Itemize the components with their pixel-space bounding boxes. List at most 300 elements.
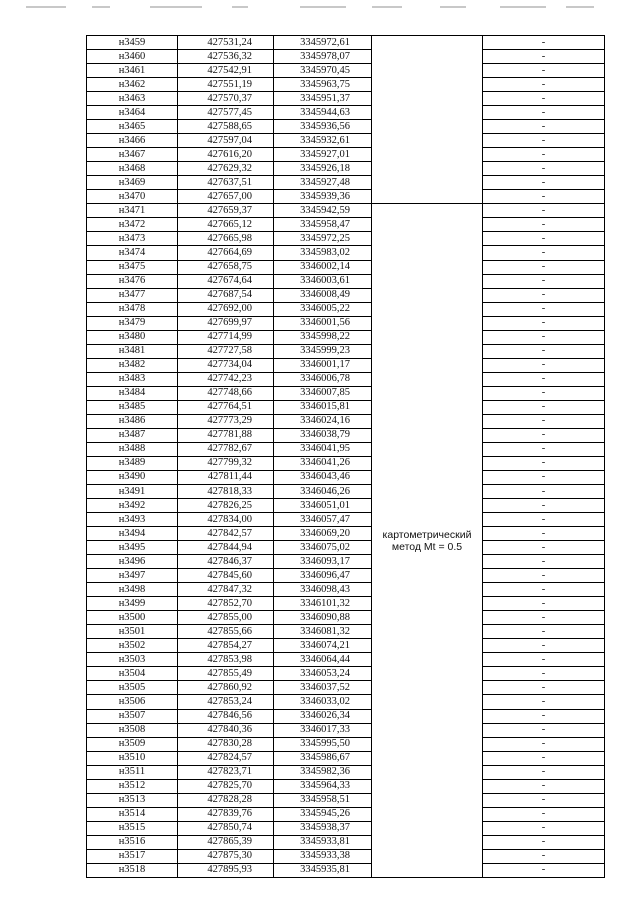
x-coordinate-cell: 427850,74 bbox=[178, 821, 274, 835]
point-number-cell: н3512 bbox=[87, 779, 178, 793]
accuracy-cell: - bbox=[483, 555, 605, 569]
point-number-cell: н3493 bbox=[87, 513, 178, 527]
point-number-cell: н3487 bbox=[87, 428, 178, 442]
method-cell bbox=[372, 204, 483, 878]
y-coordinate-cell: 3345972,61 bbox=[274, 36, 372, 50]
point-number-cell: н3471 bbox=[87, 204, 178, 218]
table-row bbox=[87, 695, 605, 709]
y-coordinate-cell: 3345978,07 bbox=[274, 50, 372, 64]
accuracy-cell: - bbox=[483, 330, 605, 344]
y-coordinate-cell: 3346007,85 bbox=[274, 386, 372, 400]
y-coordinate-cell: 3345995,50 bbox=[274, 737, 372, 751]
accuracy-cell: - bbox=[483, 148, 605, 162]
table-row bbox=[87, 36, 605, 50]
accuracy-cell: - bbox=[483, 260, 605, 274]
x-coordinate-cell: 427657,00 bbox=[178, 190, 274, 204]
accuracy-cell: - bbox=[483, 428, 605, 442]
y-coordinate-cell: 3345926,18 bbox=[274, 162, 372, 176]
accuracy-cell: - bbox=[483, 723, 605, 737]
table-row bbox=[87, 779, 605, 793]
scan-artifact-top-edge bbox=[0, 0, 640, 14]
accuracy-cell: - bbox=[483, 611, 605, 625]
y-coordinate-cell: 3345986,67 bbox=[274, 751, 372, 765]
table-row bbox=[87, 400, 605, 414]
table-row bbox=[87, 569, 605, 583]
table-row bbox=[87, 316, 605, 330]
x-coordinate-cell: 427734,04 bbox=[178, 358, 274, 372]
table-row bbox=[87, 302, 605, 316]
y-coordinate-cell: 3346033,02 bbox=[274, 695, 372, 709]
point-number-cell: н3490 bbox=[87, 470, 178, 484]
y-coordinate-cell: 3345939,36 bbox=[274, 190, 372, 204]
accuracy-cell: - bbox=[483, 400, 605, 414]
x-coordinate-cell: 427844,94 bbox=[178, 541, 274, 555]
table-row bbox=[87, 765, 605, 779]
table-row bbox=[87, 456, 605, 470]
x-coordinate-cell: 427846,56 bbox=[178, 709, 274, 723]
y-coordinate-cell: 3346074,21 bbox=[274, 639, 372, 653]
accuracy-cell: - bbox=[483, 470, 605, 484]
point-number-cell: н3473 bbox=[87, 232, 178, 246]
table-row bbox=[87, 681, 605, 695]
y-coordinate-cell: 3346024,16 bbox=[274, 414, 372, 428]
x-coordinate-cell: 427781,88 bbox=[178, 428, 274, 442]
accuracy-cell: - bbox=[483, 442, 605, 456]
accuracy-cell: - bbox=[483, 372, 605, 386]
point-number-cell: н3495 bbox=[87, 541, 178, 555]
x-coordinate-cell: 427674,64 bbox=[178, 274, 274, 288]
point-number-cell: н3467 bbox=[87, 148, 178, 162]
accuracy-cell: - bbox=[483, 316, 605, 330]
point-number-cell: н3488 bbox=[87, 442, 178, 456]
x-coordinate-cell: 427895,93 bbox=[178, 863, 274, 877]
y-coordinate-cell: 3346057,47 bbox=[274, 513, 372, 527]
accuracy-cell: - bbox=[483, 302, 605, 316]
table-row bbox=[87, 78, 605, 92]
accuracy-cell: - bbox=[483, 751, 605, 765]
table-row bbox=[87, 470, 605, 484]
y-coordinate-cell: 3346001,56 bbox=[274, 316, 372, 330]
x-coordinate-cell: 427830,28 bbox=[178, 737, 274, 751]
y-coordinate-cell: 3346064,44 bbox=[274, 653, 372, 667]
y-coordinate-cell: 3346053,24 bbox=[274, 667, 372, 681]
table-row bbox=[87, 428, 605, 442]
point-number-cell: н3509 bbox=[87, 737, 178, 751]
point-number-cell: н3504 bbox=[87, 667, 178, 681]
point-number-cell: н3513 bbox=[87, 793, 178, 807]
point-number-cell: н3508 bbox=[87, 723, 178, 737]
y-coordinate-cell: 3346008,49 bbox=[274, 288, 372, 302]
point-number-cell: н3491 bbox=[87, 485, 178, 499]
point-number-cell: н3469 bbox=[87, 176, 178, 190]
table-row bbox=[87, 667, 605, 681]
y-coordinate-cell: 3346003,61 bbox=[274, 274, 372, 288]
y-coordinate-cell: 3346038,79 bbox=[274, 428, 372, 442]
x-coordinate-cell: 427658,75 bbox=[178, 260, 274, 274]
accuracy-cell: - bbox=[483, 807, 605, 821]
x-coordinate-cell: 427855,49 bbox=[178, 667, 274, 681]
accuracy-cell: - bbox=[483, 204, 605, 218]
table-row bbox=[87, 330, 605, 344]
point-number-cell: н3480 bbox=[87, 330, 178, 344]
point-number-cell: н3503 bbox=[87, 653, 178, 667]
accuracy-cell: - bbox=[483, 863, 605, 877]
method-label-line2: метод Mt = 0.5 bbox=[391, 540, 463, 553]
point-number-cell: н3496 bbox=[87, 555, 178, 569]
x-coordinate-cell: 427588,65 bbox=[178, 120, 274, 134]
method-label-line1: картометрический bbox=[382, 528, 472, 541]
y-coordinate-cell: 3346001,17 bbox=[274, 358, 372, 372]
accuracy-cell: - bbox=[483, 456, 605, 470]
x-coordinate-cell: 427799,32 bbox=[178, 456, 274, 470]
point-number-cell: н3479 bbox=[87, 316, 178, 330]
accuracy-cell: - bbox=[483, 36, 605, 50]
point-number-cell: н3465 bbox=[87, 120, 178, 134]
x-coordinate-cell: 427855,00 bbox=[178, 611, 274, 625]
table-row bbox=[87, 64, 605, 78]
x-coordinate-cell: 427828,28 bbox=[178, 793, 274, 807]
coordinates-table bbox=[86, 35, 605, 878]
table-row bbox=[87, 807, 605, 821]
point-number-cell: н3478 bbox=[87, 302, 178, 316]
table-row bbox=[87, 120, 605, 134]
point-number-cell: н3462 bbox=[87, 78, 178, 92]
table-row bbox=[87, 288, 605, 302]
x-coordinate-cell: 427551,19 bbox=[178, 78, 274, 92]
accuracy-cell: - bbox=[483, 681, 605, 695]
y-coordinate-cell: 3345951,37 bbox=[274, 92, 372, 106]
point-number-cell: н3477 bbox=[87, 288, 178, 302]
table-row bbox=[87, 793, 605, 807]
x-coordinate-cell: 427845,60 bbox=[178, 569, 274, 583]
point-number-cell: н3510 bbox=[87, 751, 178, 765]
accuracy-cell: - bbox=[483, 597, 605, 611]
x-coordinate-cell: 427597,04 bbox=[178, 134, 274, 148]
accuracy-cell: - bbox=[483, 527, 605, 541]
x-coordinate-cell: 427764,51 bbox=[178, 400, 274, 414]
accuracy-cell: - bbox=[483, 583, 605, 597]
y-coordinate-cell: 3346081,32 bbox=[274, 625, 372, 639]
x-coordinate-cell: 427727,58 bbox=[178, 344, 274, 358]
y-coordinate-cell: 3345933,81 bbox=[274, 835, 372, 849]
y-coordinate-cell: 3346090,88 bbox=[274, 611, 372, 625]
accuracy-cell: - bbox=[483, 667, 605, 681]
accuracy-cell: - bbox=[483, 120, 605, 134]
table-row bbox=[87, 611, 605, 625]
table-row bbox=[87, 639, 605, 653]
point-number-cell: н3484 bbox=[87, 386, 178, 400]
point-number-cell: н3472 bbox=[87, 218, 178, 232]
table-row bbox=[87, 863, 605, 877]
table-row bbox=[87, 260, 605, 274]
x-coordinate-cell: 427637,51 bbox=[178, 176, 274, 190]
y-coordinate-cell: 3346098,43 bbox=[274, 583, 372, 597]
accuracy-cell: - bbox=[483, 653, 605, 667]
table-row bbox=[87, 218, 605, 232]
y-coordinate-cell: 3346051,01 bbox=[274, 499, 372, 513]
point-number-cell: н3507 bbox=[87, 709, 178, 723]
point-number-cell: н3470 bbox=[87, 190, 178, 204]
table-row bbox=[87, 190, 605, 204]
y-coordinate-cell: 3345999,23 bbox=[274, 344, 372, 358]
x-coordinate-cell: 427577,45 bbox=[178, 106, 274, 120]
accuracy-cell: - bbox=[483, 386, 605, 400]
point-number-cell: н3486 bbox=[87, 414, 178, 428]
point-number-cell: н3464 bbox=[87, 106, 178, 120]
y-coordinate-cell: 3345970,45 bbox=[274, 64, 372, 78]
table-row bbox=[87, 709, 605, 723]
table-row bbox=[87, 414, 605, 428]
accuracy-cell: - bbox=[483, 499, 605, 513]
y-coordinate-cell: 3345927,01 bbox=[274, 148, 372, 162]
accuracy-cell: - bbox=[483, 709, 605, 723]
table-row bbox=[87, 50, 605, 64]
point-number-cell: н3459 bbox=[87, 36, 178, 50]
point-number-cell: н3515 bbox=[87, 821, 178, 835]
y-coordinate-cell: 3345958,47 bbox=[274, 218, 372, 232]
table-row bbox=[87, 274, 605, 288]
x-coordinate-cell: 427742,23 bbox=[178, 372, 274, 386]
accuracy-cell: - bbox=[483, 92, 605, 106]
point-number-cell: н3500 bbox=[87, 611, 178, 625]
point-number-cell: н3476 bbox=[87, 274, 178, 288]
y-coordinate-cell: 3345958,51 bbox=[274, 793, 372, 807]
accuracy-cell: - bbox=[483, 485, 605, 499]
table-row bbox=[87, 442, 605, 456]
accuracy-cell: - bbox=[483, 344, 605, 358]
point-number-cell: н3497 bbox=[87, 569, 178, 583]
x-coordinate-cell: 427824,57 bbox=[178, 751, 274, 765]
x-coordinate-cell: 427854,27 bbox=[178, 639, 274, 653]
x-coordinate-cell: 427860,92 bbox=[178, 681, 274, 695]
x-coordinate-cell: 427847,32 bbox=[178, 583, 274, 597]
point-number-cell: н3482 bbox=[87, 358, 178, 372]
table-row bbox=[87, 176, 605, 190]
x-coordinate-cell: 427536,32 bbox=[178, 50, 274, 64]
table-row bbox=[87, 204, 605, 218]
y-coordinate-cell: 3346093,17 bbox=[274, 555, 372, 569]
accuracy-cell: - bbox=[483, 765, 605, 779]
y-coordinate-cell: 3345927,48 bbox=[274, 176, 372, 190]
accuracy-cell: - bbox=[483, 779, 605, 793]
y-coordinate-cell: 3346041,26 bbox=[274, 456, 372, 470]
table-row bbox=[87, 555, 605, 569]
point-number-cell: н3492 bbox=[87, 499, 178, 513]
x-coordinate-cell: 427846,37 bbox=[178, 555, 274, 569]
table-row bbox=[87, 106, 605, 120]
table-row bbox=[87, 134, 605, 148]
x-coordinate-cell: 427865,39 bbox=[178, 835, 274, 849]
table-row bbox=[87, 162, 605, 176]
accuracy-cell: - bbox=[483, 232, 605, 246]
point-number-cell: н3516 bbox=[87, 835, 178, 849]
point-number-cell: н3511 bbox=[87, 765, 178, 779]
y-coordinate-cell: 3346075,02 bbox=[274, 541, 372, 555]
y-coordinate-cell: 3346046,26 bbox=[274, 485, 372, 499]
x-coordinate-cell: 427842,57 bbox=[178, 527, 274, 541]
table-row bbox=[87, 625, 605, 639]
y-coordinate-cell: 3346006,78 bbox=[274, 372, 372, 386]
y-coordinate-cell: 3346069,20 bbox=[274, 527, 372, 541]
table-row bbox=[87, 653, 605, 667]
x-coordinate-cell: 427699,97 bbox=[178, 316, 274, 330]
table-row bbox=[87, 541, 605, 555]
x-coordinate-cell: 427748,66 bbox=[178, 386, 274, 400]
y-coordinate-cell: 3346043,46 bbox=[274, 470, 372, 484]
accuracy-cell: - bbox=[483, 793, 605, 807]
y-coordinate-cell: 3346037,52 bbox=[274, 681, 372, 695]
point-number-cell: н3485 bbox=[87, 400, 178, 414]
x-coordinate-cell: 427875,30 bbox=[178, 849, 274, 863]
y-coordinate-cell: 3345942,59 bbox=[274, 204, 372, 218]
x-coordinate-cell: 427839,76 bbox=[178, 807, 274, 821]
table-row bbox=[87, 513, 605, 527]
accuracy-cell: - bbox=[483, 218, 605, 232]
accuracy-cell: - bbox=[483, 849, 605, 863]
point-number-cell: н3514 bbox=[87, 807, 178, 821]
table-row bbox=[87, 246, 605, 260]
x-coordinate-cell: 427855,66 bbox=[178, 625, 274, 639]
table-row bbox=[87, 737, 605, 751]
point-number-cell: н3505 bbox=[87, 681, 178, 695]
x-coordinate-cell: 427629,32 bbox=[178, 162, 274, 176]
accuracy-cell: - bbox=[483, 569, 605, 583]
table-row bbox=[87, 835, 605, 849]
table-row bbox=[87, 751, 605, 765]
accuracy-cell: - bbox=[483, 64, 605, 78]
x-coordinate-cell: 427531,24 bbox=[178, 36, 274, 50]
x-coordinate-cell: 427853,98 bbox=[178, 653, 274, 667]
point-number-cell: н3468 bbox=[87, 162, 178, 176]
y-coordinate-cell: 3346096,47 bbox=[274, 569, 372, 583]
accuracy-cell: - bbox=[483, 134, 605, 148]
point-number-cell: н3494 bbox=[87, 527, 178, 541]
y-coordinate-cell: 3346005,22 bbox=[274, 302, 372, 316]
method-cell-empty bbox=[372, 36, 483, 204]
accuracy-cell: - bbox=[483, 162, 605, 176]
accuracy-cell: - bbox=[483, 358, 605, 372]
point-number-cell: н3517 bbox=[87, 849, 178, 863]
y-coordinate-cell: 3345983,02 bbox=[274, 246, 372, 260]
y-coordinate-cell: 3346015,81 bbox=[274, 400, 372, 414]
table-row bbox=[87, 583, 605, 597]
accuracy-cell: - bbox=[483, 190, 605, 204]
table-row bbox=[87, 821, 605, 835]
x-coordinate-cell: 427853,24 bbox=[178, 695, 274, 709]
y-coordinate-cell: 3345944,63 bbox=[274, 106, 372, 120]
table-row bbox=[87, 92, 605, 106]
accuracy-cell: - bbox=[483, 625, 605, 639]
table-row bbox=[87, 723, 605, 737]
point-number-cell: н3460 bbox=[87, 50, 178, 64]
x-coordinate-cell: 427825,70 bbox=[178, 779, 274, 793]
x-coordinate-cell: 427542,91 bbox=[178, 64, 274, 78]
x-coordinate-cell: 427782,67 bbox=[178, 442, 274, 456]
accuracy-cell: - bbox=[483, 414, 605, 428]
table-row bbox=[87, 372, 605, 386]
accuracy-cell: - bbox=[483, 274, 605, 288]
accuracy-cell: - bbox=[483, 176, 605, 190]
point-number-cell: н3463 bbox=[87, 92, 178, 106]
point-number-cell: н3502 bbox=[87, 639, 178, 653]
x-coordinate-cell: 427811,44 bbox=[178, 470, 274, 484]
y-coordinate-cell: 3345982,36 bbox=[274, 765, 372, 779]
y-coordinate-cell: 3346041,95 bbox=[274, 442, 372, 456]
table-row bbox=[87, 527, 605, 541]
table-row bbox=[87, 344, 605, 358]
table-row bbox=[87, 485, 605, 499]
coordinates-table-body bbox=[87, 36, 605, 878]
y-coordinate-cell: 3345935,81 bbox=[274, 863, 372, 877]
x-coordinate-cell: 427818,33 bbox=[178, 485, 274, 499]
x-coordinate-cell: 427714,99 bbox=[178, 330, 274, 344]
x-coordinate-cell: 427773,29 bbox=[178, 414, 274, 428]
accuracy-cell: - bbox=[483, 737, 605, 751]
x-coordinate-cell: 427659,37 bbox=[178, 204, 274, 218]
x-coordinate-cell: 427570,37 bbox=[178, 92, 274, 106]
point-number-cell: н3481 bbox=[87, 344, 178, 358]
y-coordinate-cell: 3346017,33 bbox=[274, 723, 372, 737]
table-row bbox=[87, 849, 605, 863]
y-coordinate-cell: 3345945,26 bbox=[274, 807, 372, 821]
point-number-cell: н3475 bbox=[87, 260, 178, 274]
y-coordinate-cell: 3345963,75 bbox=[274, 78, 372, 92]
y-coordinate-cell: 3345998,22 bbox=[274, 330, 372, 344]
point-number-cell: н3501 bbox=[87, 625, 178, 639]
x-coordinate-cell: 427692,00 bbox=[178, 302, 274, 316]
y-coordinate-cell: 3345933,38 bbox=[274, 849, 372, 863]
y-coordinate-cell: 3346026,34 bbox=[274, 709, 372, 723]
x-coordinate-cell: 427823,71 bbox=[178, 765, 274, 779]
x-coordinate-cell: 427852,70 bbox=[178, 597, 274, 611]
y-coordinate-cell: 3345936,56 bbox=[274, 120, 372, 134]
x-coordinate-cell: 427665,12 bbox=[178, 218, 274, 232]
accuracy-cell: - bbox=[483, 78, 605, 92]
y-coordinate-cell: 3346101,32 bbox=[274, 597, 372, 611]
point-number-cell: н3483 bbox=[87, 372, 178, 386]
accuracy-cell: - bbox=[483, 639, 605, 653]
point-number-cell: н3461 bbox=[87, 64, 178, 78]
point-number-cell: н3499 bbox=[87, 597, 178, 611]
accuracy-cell: - bbox=[483, 835, 605, 849]
x-coordinate-cell: 427687,54 bbox=[178, 288, 274, 302]
point-number-cell: н3489 bbox=[87, 456, 178, 470]
x-coordinate-cell: 427840,36 bbox=[178, 723, 274, 737]
point-number-cell: н3518 bbox=[87, 863, 178, 877]
accuracy-cell: - bbox=[483, 513, 605, 527]
accuracy-cell: - bbox=[483, 821, 605, 835]
accuracy-cell: - bbox=[483, 288, 605, 302]
y-coordinate-cell: 3345972,25 bbox=[274, 232, 372, 246]
table-row bbox=[87, 148, 605, 162]
point-number-cell: н3506 bbox=[87, 695, 178, 709]
y-coordinate-cell: 3345964,33 bbox=[274, 779, 372, 793]
table-row bbox=[87, 499, 605, 513]
accuracy-cell: - bbox=[483, 50, 605, 64]
x-coordinate-cell: 427665,98 bbox=[178, 232, 274, 246]
accuracy-cell: - bbox=[483, 246, 605, 260]
table-row bbox=[87, 358, 605, 372]
table-row bbox=[87, 232, 605, 246]
accuracy-cell: - bbox=[483, 106, 605, 120]
table-row bbox=[87, 597, 605, 611]
x-coordinate-cell: 427826,25 bbox=[178, 499, 274, 513]
x-coordinate-cell: 427616,20 bbox=[178, 148, 274, 162]
point-number-cell: н3474 bbox=[87, 246, 178, 260]
x-coordinate-cell: 427834,00 bbox=[178, 513, 274, 527]
x-coordinate-cell: 427664,69 bbox=[178, 246, 274, 260]
point-number-cell: н3498 bbox=[87, 583, 178, 597]
